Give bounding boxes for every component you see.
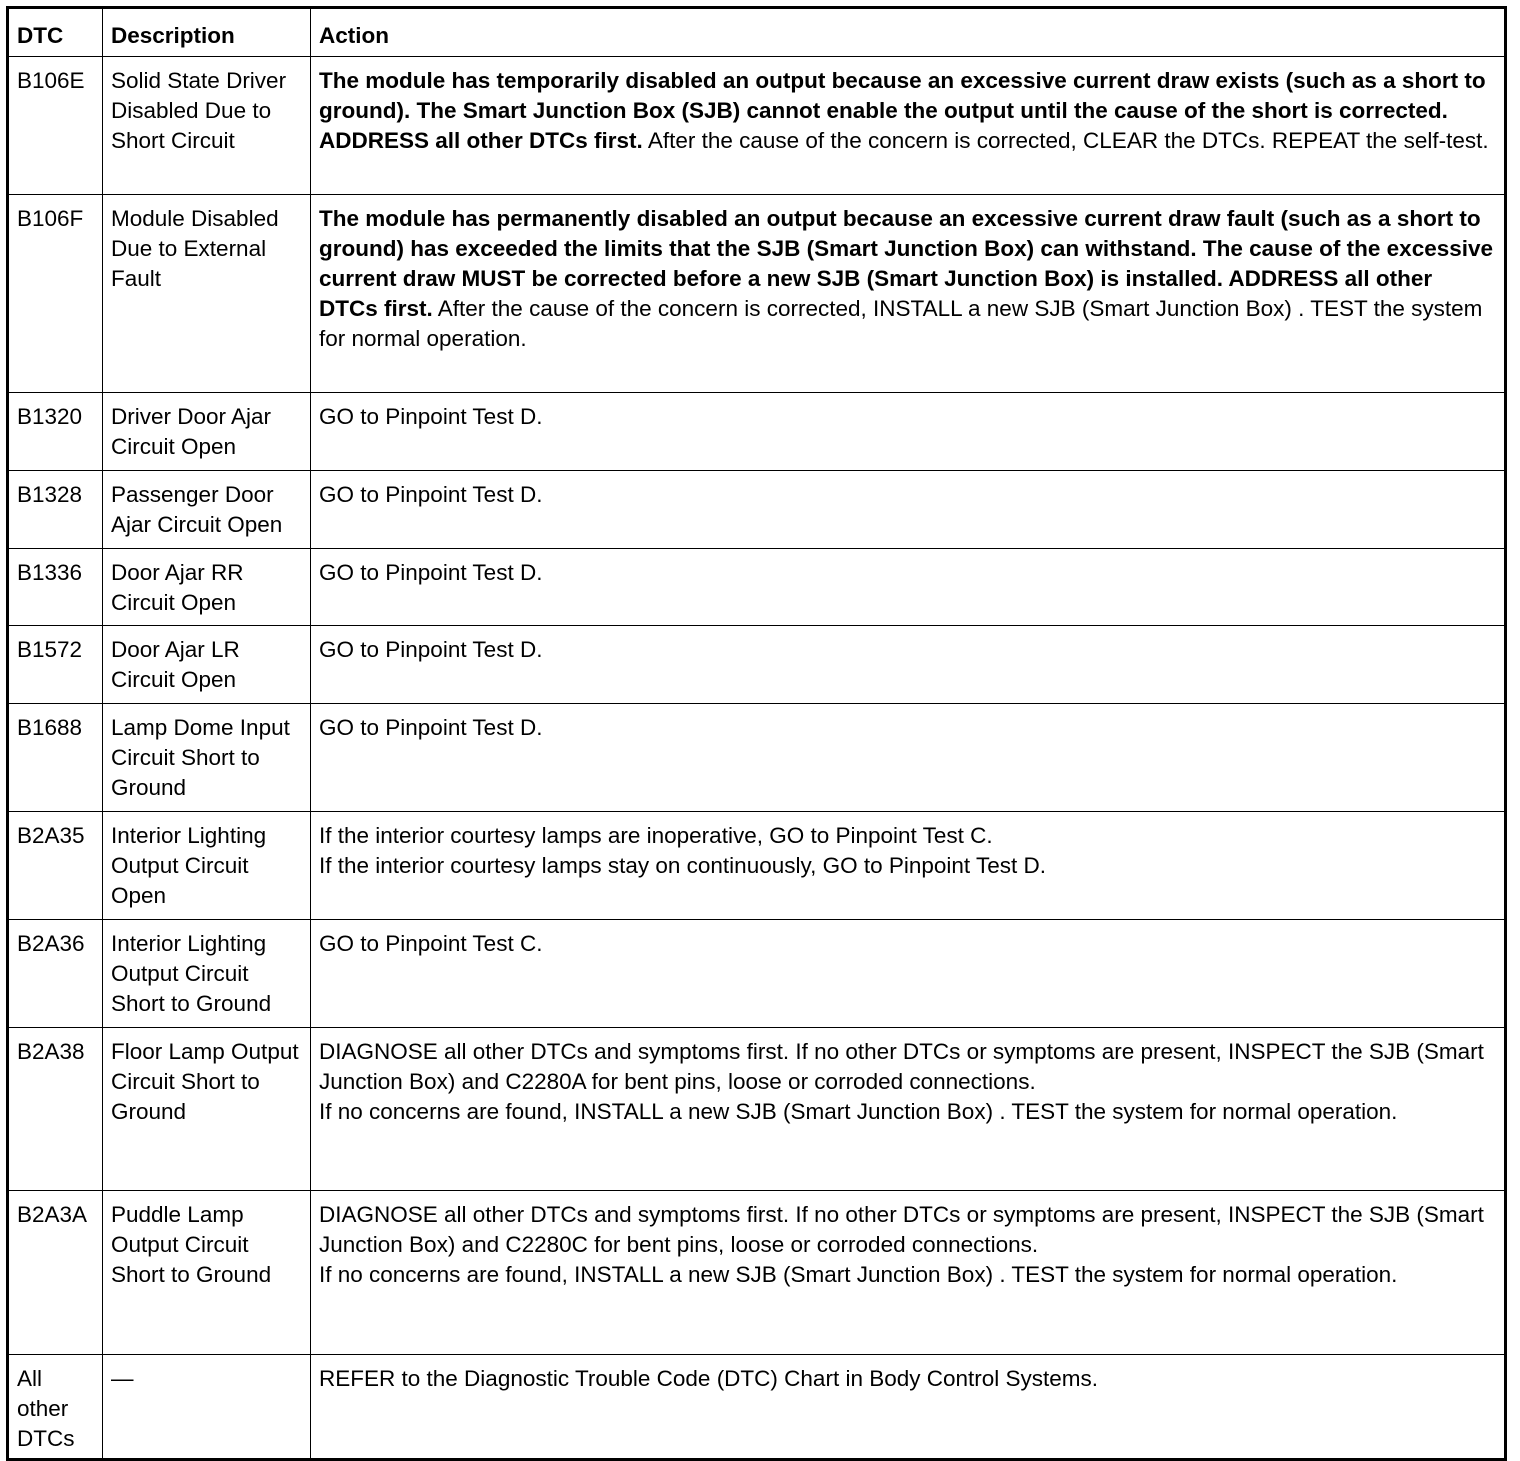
dtc-code: B106E	[8, 57, 103, 195]
action-bold-text: The module has permanently disabled an output because an excessive current draw fault (such as a short to ground) has exceeded the limits that the SJB (Smart Junction Box) can withstand. The cause of the excessive current draw MUST be corrected before a new SJB (Smart Junction Box) is installed. ADDRESS all other DTCs first.	[319, 206, 1494, 321]
table-row	[8, 471, 1506, 549]
dtc-description: Floor Lamp Output Circuit Short to Ground	[103, 1028, 311, 1191]
dtc-code: B1320	[8, 393, 103, 471]
dtc-action: GO to Pinpoint Test D.	[311, 626, 1506, 704]
dtc-description: Door Ajar LR Circuit Open	[103, 626, 311, 704]
dtc-description: Driver Door Ajar Circuit Open	[103, 393, 311, 471]
action-text: After the cause of the concern is corrected, CLEAR the DTCs. REPEAT the self-test.	[642, 128, 1489, 153]
dtc-description: Door Ajar RR Circuit Open	[103, 549, 311, 626]
table-row	[8, 57, 1506, 195]
dtc-action	[311, 195, 1506, 393]
dtc-action: GO to Pinpoint Test C.	[311, 920, 1506, 1028]
action-paragraph: DIAGNOSE all other DTCs and symptoms first. If no other DTCs or symptoms are present, INSPECT the SJB (Smart Junction Box) and C2280C for bent pins, loose or corroded connections.	[319, 1202, 1484, 1257]
dtc-description: Interior Lighting Output Circuit Short to Ground	[103, 920, 311, 1028]
dtc-table	[6, 6, 1507, 1461]
dtc-action: GO to Pinpoint Test D.	[311, 471, 1506, 549]
dtc-code: B106F	[8, 195, 103, 393]
table-row	[8, 393, 1506, 471]
table-row	[8, 1191, 1506, 1355]
dtc-code: B2A35	[8, 812, 103, 920]
dtc-action: GO to Pinpoint Test D.	[311, 393, 1506, 471]
dtc-code: B2A3A	[8, 1191, 103, 1355]
header-dtc: DTC	[8, 8, 103, 57]
dtc-code: B2A38	[8, 1028, 103, 1191]
dtc-code: B1688	[8, 704, 103, 812]
action-bold-text: The module has temporarily disabled an output because an excessive current draw exists (such as a short to ground). The Smart Junction Box (SJB) cannot enable the output until the cause of the short is corrected. ADDRESS all other DTCs first.	[319, 68, 1486, 153]
action-paragraph: If the interior courtesy lamps stay on continuously, GO to Pinpoint Test D.	[319, 853, 1047, 878]
dtc-code: B2A36	[8, 920, 103, 1028]
action-paragraph: DIAGNOSE all other DTCs and symptoms first. If no other DTCs or symptoms are present, INSPECT the SJB (Smart Junction Box) and C2280A for bent pins, loose or corroded connections.	[319, 1039, 1484, 1094]
dtc-code: B1572	[8, 626, 103, 704]
table-row	[8, 920, 1506, 1028]
action-paragraph: If no concerns are found, INSTALL a new SJB (Smart Junction Box) . TEST the system for normal operation.	[319, 1099, 1398, 1124]
dtc-code: B1328	[8, 471, 103, 549]
dtc-action: REFER to the Diagnostic Trouble Code (DTC) Chart in Body Control Systems.	[311, 1355, 1506, 1460]
action-paragraph: If no concerns are found, INSTALL a new SJB (Smart Junction Box) . TEST the system for normal operation.	[319, 1262, 1398, 1287]
dtc-description: Module Disabled Due to External Fault	[103, 195, 311, 393]
table-row	[8, 1028, 1506, 1191]
table-row	[8, 1355, 1506, 1460]
dtc-action	[311, 1028, 1506, 1191]
dtc-action	[311, 1191, 1506, 1355]
dtc-action: GO to Pinpoint Test D.	[311, 704, 1506, 812]
header-description: Description	[103, 8, 311, 57]
dtc-description: Solid State Driver Disabled Due to Short Circuit	[103, 57, 311, 195]
table-header-row	[8, 8, 1506, 57]
table-row	[8, 704, 1506, 812]
dtc-description: Lamp Dome Input Circuit Short to Ground	[103, 704, 311, 812]
dtc-action	[311, 812, 1506, 920]
table-row	[8, 195, 1506, 393]
dtc-description: Passenger Door Ajar Circuit Open	[103, 471, 311, 549]
table-row	[8, 549, 1506, 626]
table-row	[8, 812, 1506, 920]
dtc-code: All other DTCs	[8, 1355, 103, 1460]
dtc-description: Interior Lighting Output Circuit Open	[103, 812, 311, 920]
table-row	[8, 626, 1506, 704]
dtc-code: B1336	[8, 549, 103, 626]
dtc-description: Puddle Lamp Output Circuit Short to Ground	[103, 1191, 311, 1355]
header-action: Action	[311, 8, 1506, 57]
dtc-description: —	[103, 1355, 311, 1460]
dtc-action	[311, 57, 1506, 195]
action-paragraph: If the interior courtesy lamps are inoperative, GO to Pinpoint Test C.	[319, 823, 993, 848]
dtc-action: GO to Pinpoint Test D.	[311, 549, 1506, 626]
action-text: After the cause of the concern is corrected, INSTALL a new SJB (Smart Junction Box) . TEST the system for normal operation.	[319, 296, 1483, 351]
